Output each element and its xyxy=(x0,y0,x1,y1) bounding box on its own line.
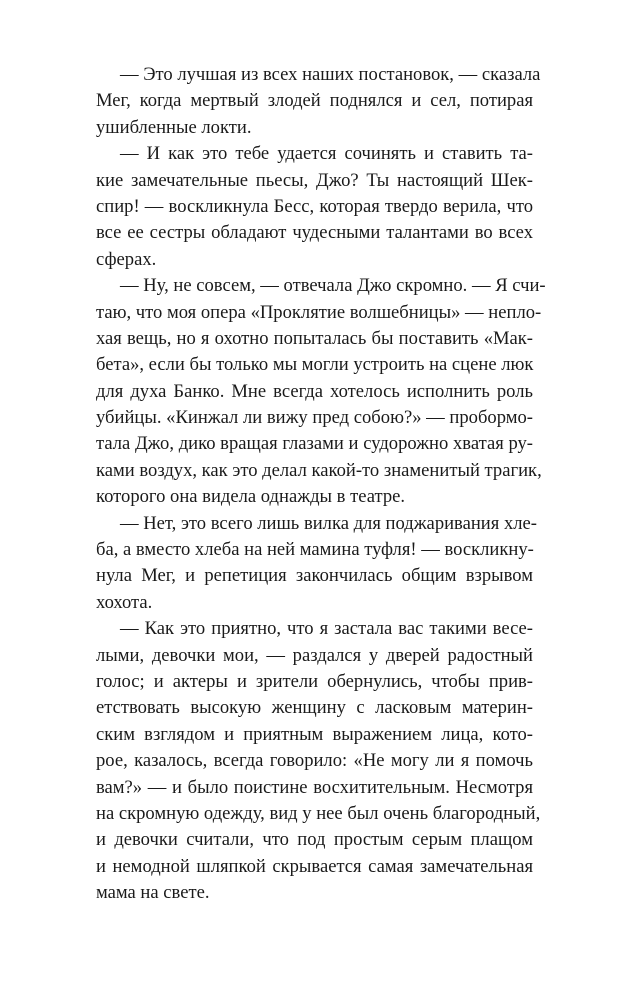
text-line: таю, что моя опера «Проклятие волшебницы» — непло- xyxy=(96,301,542,323)
text-line: и немодной шляпкой скрывается самая замечательная xyxy=(96,855,533,877)
text-line: ушибленные локти. xyxy=(96,116,252,138)
paragraph xyxy=(96,62,541,141)
text-line: — Как это приятно, что я застала вас такими весе- xyxy=(120,618,533,640)
text-line: хая вещь, но я охотно попыталась бы поставить «Мак- xyxy=(96,327,533,349)
text-line: ба, а вместо хлеба на ней мамина туфля! — воскликну- xyxy=(96,539,534,561)
paragraph xyxy=(96,273,546,511)
text-line: убийцы. «Кинжал ли вижу пред собою?» — пробормо- xyxy=(96,407,533,429)
text-line: нула Мег, и репетиция закончилась общим взрывом xyxy=(96,565,533,587)
text-line: голос; и актеры и зрители обернулись, чтобы прив- xyxy=(96,670,533,692)
text-line: — Нет, это всего лишь вилка для поджаривания хле- xyxy=(120,512,537,534)
text-line: сферах. xyxy=(96,248,157,270)
paragraph xyxy=(96,141,533,273)
text-line: и девочки считали, что под простым серым плащом xyxy=(96,829,533,851)
text-line: ками воздух, как это делал какой-то знаменитый трагик, xyxy=(96,459,542,481)
paragraph xyxy=(96,511,537,617)
text-line: — И как это тебе удается сочинять и ставить та- xyxy=(120,143,533,165)
paragraph xyxy=(96,616,541,906)
text-line: рое, казалось, всегда говорило: «Не могу ли я помочь xyxy=(96,750,533,772)
text-line: кие замечательные пьесы, Джо? Ты настоящий Шек- xyxy=(96,169,533,191)
text-line: — Это лучшая из всех наших постановок, — сказала xyxy=(120,64,541,85)
text-line: тала Джо, дико вращая глазами и судорожно хватая ру- xyxy=(96,433,533,455)
text-line: мама на свете. xyxy=(96,882,210,904)
text-line: хохота. xyxy=(96,591,153,613)
text-line: — Ну, не совсем, — отвечала Джо скромно. — Я счи- xyxy=(120,275,546,297)
text-line: етствовать высокую женщину с ласковым материн- xyxy=(96,697,533,719)
text-line: на скромную одежду, вид у нее был очень благородный, xyxy=(96,802,541,824)
page-text xyxy=(96,62,546,907)
text-line: все ее сестры обладают чудесными талантами во всех xyxy=(96,222,533,244)
text-line: для духа Банко. Мне всегда хотелось исполнить роль xyxy=(96,380,533,402)
text-line: ским взглядом и приятным выражением лица, кото- xyxy=(96,723,533,745)
text-line: которого она видела однажды в театре. xyxy=(96,486,406,508)
text-line: лыми, девочки мои, — раздался у дверей радостный xyxy=(96,644,533,666)
text-line: бета», если бы только мы могли устроить на сцене люк xyxy=(96,354,534,376)
text-line: спир! — воскликнула Бесс, которая твердо верила, что xyxy=(96,195,533,217)
text-line: Мег, когда мертвый злодей поднялся и сел, потирая xyxy=(96,90,533,112)
text-line: вам?» — и было поистине восхитительным. Несмотря xyxy=(96,776,533,798)
